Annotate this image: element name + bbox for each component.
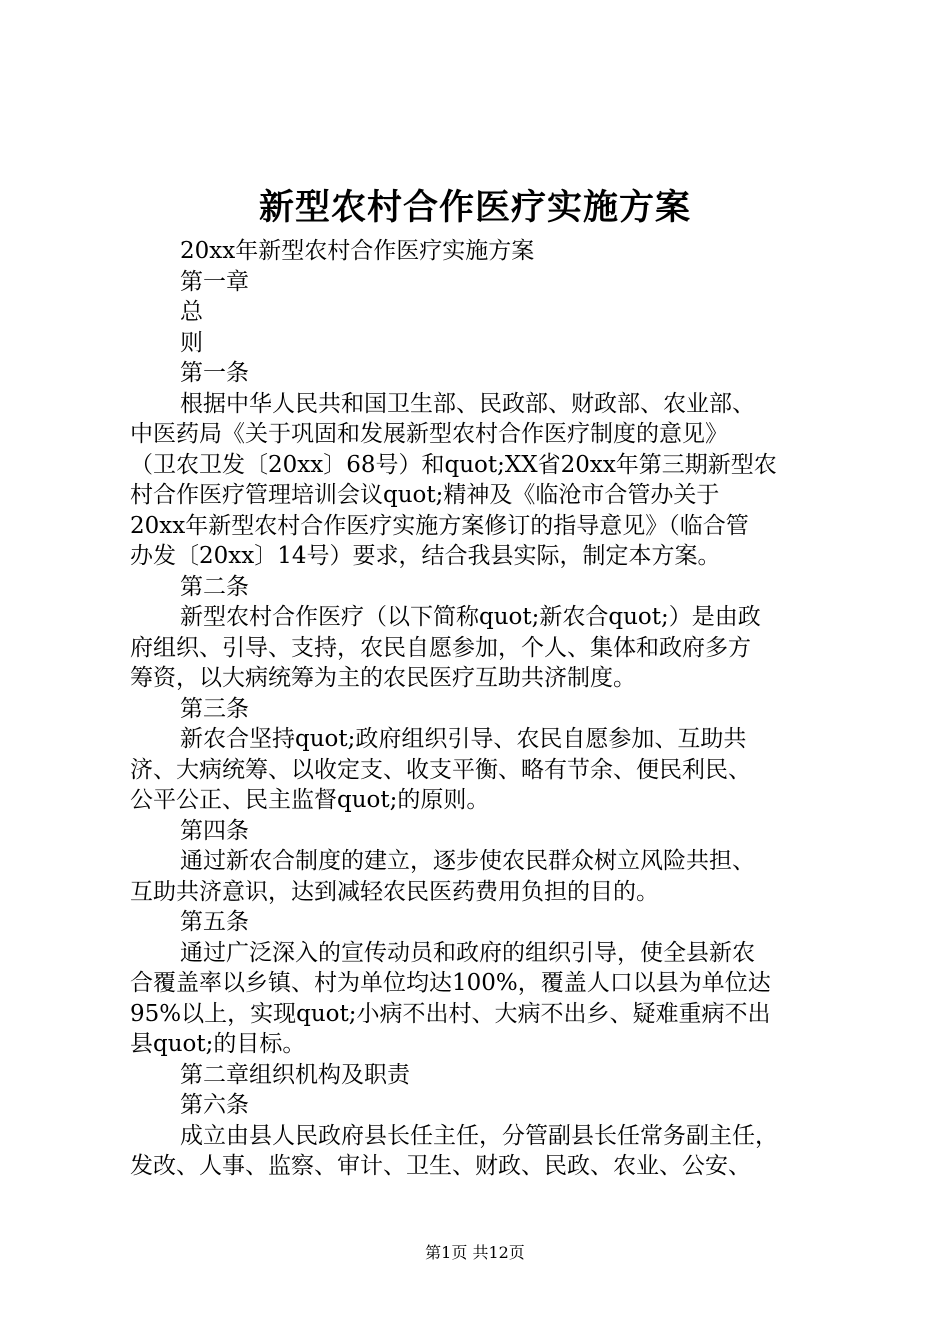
text-line: 第二条 [180,573,249,600]
text-line: 新型农村合作医疗（以下简称quot;新农合quot;）是由政 [180,604,761,630]
text-line: 合覆盖率以乡镇、村为单位均达100%，覆盖人口以县为单位达 [130,970,771,996]
text-line: 公平公正、民主监督quot;的原则。 [130,787,490,813]
document-body [130,236,830,1182]
text-line: 第五条 [180,909,249,935]
text-line: 成立由县人民政府县长任主任，分管副县长任常务副主任， [180,1122,778,1149]
text-line: 第二章组织机构及职责 [180,1061,410,1088]
text-line: 第三条 [180,695,249,722]
text-line: 20xx年新型农村合作医疗实施方案修订的指导意见》（临合管 [130,512,749,539]
text-line: 通过新农合制度的建立，逐步使农民群众树立风险共担、 [180,848,755,874]
text-line: 发改、人事、监察、审计、卫生、财政、民政、农业、公安、 [130,1153,751,1179]
text-line: 第一条 [180,360,249,386]
text-line: 中医药局《关于巩固和发展新型农村合作医疗制度的意见》 [130,421,728,447]
text-line: 通过广泛深入的宣传动员和政府的组织引导，使全县新农 [180,939,755,966]
text-line: 则 [180,329,203,356]
text-line: 根据中华人民共和国卫生部、民政部、财政部、农业部、 [180,390,755,417]
text-line: 总 [180,299,203,325]
text-line: 95%以上，实现quot;小病不出村、大病不出乡、疑难重病不出 [130,1000,771,1027]
text-line: 府组织、引导、支持，农民自愿参加，个人、集体和政府多方 [130,634,751,661]
text-line: 办发〔20xx〕14号）要求，结合我县实际，制定本方案。 [130,543,721,569]
text-line: 互助共济意识，达到减轻农民医药费用负担的目的。 [130,878,659,905]
text-line: 县quot;的目标。 [130,1031,306,1057]
text-line: 济、大病统筹、以收定支、收支平衡、略有节余、便民利民、 [130,756,751,783]
page-footer: 第1页 共12页 [425,1243,525,1262]
text-line: 第四条 [180,817,249,844]
text-line: 20xx年新型农村合作医疗实施方案 [180,238,535,264]
text-line: 新农合坚持quot;政府组织引导、农民自愿参加、互助共 [180,726,747,752]
text-line: 第一章 [180,268,249,295]
text-line: （卫农卫发〔20xx〕68号）和quot;XX省20xx年第三期新型农 [130,451,777,478]
text-line: 第六条 [180,1092,249,1118]
text-line: 筹资，以大病统筹为主的农民医疗互助共济制度。 [130,665,636,691]
text-line: 村合作医疗管理培训会议quot;精神及《临沧市合管办关于 [130,482,720,508]
document-title: 新型农村合作医疗实施方案 [258,187,691,228]
